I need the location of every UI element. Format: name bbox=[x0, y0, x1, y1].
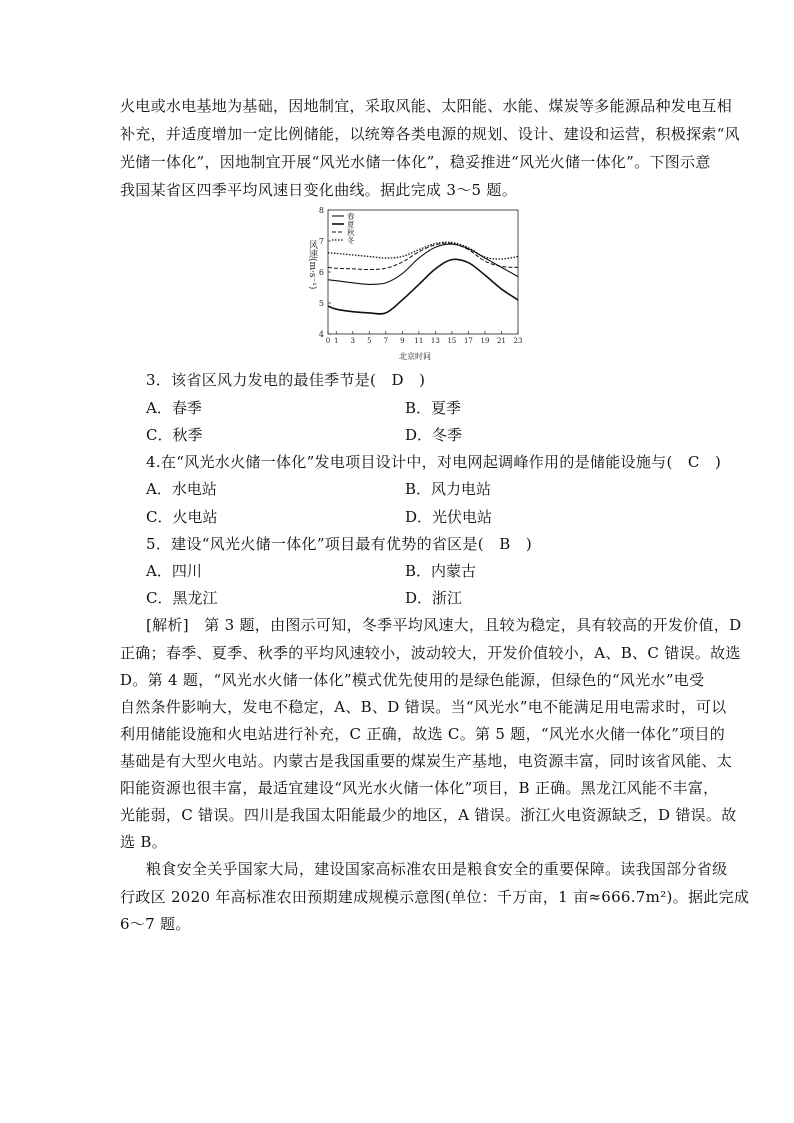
plot-frame bbox=[328, 210, 518, 334]
analysis-line-8: 光能弱，C 错误。四川是我国太阳能最少的地区，A 错误。浙江火电资源缺乏，D 错误。故 bbox=[120, 806, 737, 824]
legend-label: 冬 bbox=[347, 236, 355, 245]
intro-line-3: 光储一体化”，因地制宜开展“风光水储一体化”，稳妥推进“风光火储一体化”。下图示意 bbox=[120, 153, 711, 171]
x-tick-label: 23 bbox=[513, 337, 523, 345]
x-tick-label: 3 bbox=[350, 337, 356, 345]
wind-speed-chart bbox=[300, 202, 530, 362]
q5-option-b: B．内蒙古 bbox=[405, 562, 477, 580]
x-tick-label: 15 bbox=[447, 337, 457, 345]
x-axis-label: 北京时间 bbox=[399, 352, 431, 361]
q3-option-c: C．秋季 bbox=[146, 426, 203, 444]
series-line-4 bbox=[328, 242, 518, 259]
analysis-line-2: 正确；春季、夏季、秋季的平均风速较小，波动较大，开发价值较小，A、B、C 错误。故选 bbox=[120, 644, 741, 662]
next-line-1: 粮食安全关乎国家大局，建设国家高标准农田是粮食安全的重要保障。读我国部分省级 bbox=[146, 860, 728, 878]
intro-line-2: 补充，并适度增加一定比例储能，以统筹各类电源的规划、设计、建设和运营，积极探索“风 bbox=[120, 125, 740, 143]
x-tick-label: 17 bbox=[463, 337, 473, 345]
analysis-line-9: 选 B。 bbox=[120, 833, 167, 851]
y-axis-label: 风速(m·s⁻¹) bbox=[307, 240, 317, 290]
analysis-line-4: 自然条件影响大，发电不稳定，A、B、D 错误。当“风光水”电不能满足用电需求时，可以 bbox=[120, 698, 727, 716]
y-tick-label: 6 bbox=[318, 268, 324, 277]
chart-legend bbox=[332, 211, 355, 245]
x-tick-label: 7 bbox=[383, 337, 389, 345]
next-line-2: 行政区 2020 年高标准农田预期建成规模示意图(单位：千万亩，1 亩≈666.7m²)。据此完成 bbox=[120, 888, 750, 906]
series-line-3 bbox=[328, 243, 518, 269]
q3-option-a: A．春季 bbox=[146, 399, 202, 417]
analysis-line-1: [解析] 第 3 题，由图示可知，冬季平均风速大，且较为稳定，具有较高的开发价值，D bbox=[146, 616, 742, 634]
x-tick-label: 13 bbox=[430, 337, 440, 345]
q4-option-c: C．火电站 bbox=[146, 508, 218, 526]
next-line-3: 6～7 题。 bbox=[120, 915, 191, 933]
q4-option-d: D．光伏电站 bbox=[405, 508, 493, 526]
q4-option-b: B．风力电站 bbox=[405, 480, 492, 498]
analysis-line-7: 阳能资源也很丰富，最适宜建设“风光水火储一体化”项目，B 正确。黑龙江风能不丰富， bbox=[120, 779, 719, 797]
x-tick-label: 5 bbox=[367, 337, 372, 345]
x-tick-label: 19 bbox=[480, 337, 490, 345]
q4-stem: 4.在“风光水火储一体化”发电项目设计中，对电网起调峰作用的是储能设施与( C ) bbox=[146, 453, 722, 471]
x-tick-label: 11 bbox=[414, 337, 424, 345]
chart-series bbox=[328, 242, 518, 314]
intro-line-4: 我国某省区四季平均风速日变化曲线。据此完成 3～5 题。 bbox=[120, 181, 518, 199]
q3-option-b: B．夏季 bbox=[405, 399, 462, 417]
analysis-line-5: 利用储能设施和火电站进行补充，C 正确，故选 C。第 5 题，“风光水火储一体化”项目的 bbox=[120, 725, 726, 743]
q5-option-d: D．浙江 bbox=[405, 589, 463, 607]
q3-option-d: D．冬季 bbox=[405, 426, 463, 444]
q3-stem: 3．该省区风力发电的最佳季节是( D ) bbox=[146, 371, 426, 389]
analysis-line-6: 基础是有大型火电站。内蒙古是我国重要的煤炭生产基地，电资源丰富，同时该省风能、太 bbox=[120, 752, 733, 770]
y-tick-label: 8 bbox=[318, 206, 324, 215]
x-tick-label: 21 bbox=[497, 337, 506, 345]
y-tick-label: 7 bbox=[318, 237, 324, 246]
analysis-line-3: D。第 4 题，“风光水火储一体化”模式优先使用的是绿色能源，但绿色的“风光水”电受 bbox=[120, 671, 705, 689]
y-tick-label: 4 bbox=[318, 330, 324, 339]
x-tick-label: 1 bbox=[334, 337, 339, 345]
x-tick-label: 9 bbox=[400, 337, 405, 345]
x-tick-label: 0 bbox=[325, 337, 331, 345]
legend-label: 夏 bbox=[347, 220, 355, 229]
series-line-2 bbox=[328, 259, 518, 314]
q4-option-a: A．水电站 bbox=[146, 480, 217, 498]
q5-option-c: C．黑龙江 bbox=[146, 589, 218, 607]
legend-label: 春 bbox=[347, 212, 355, 221]
q5-option-a: A．四川 bbox=[146, 562, 202, 580]
intro-line-1: 火电或水电基地为基础，因地制宜，采取风能、太阳能、水能、煤炭等多能源品种发电互相 bbox=[120, 97, 733, 115]
legend-label: 秋 bbox=[347, 228, 355, 237]
y-tick-label: 5 bbox=[318, 299, 324, 308]
q5-stem: 5．建设“风光火储一体化”项目最有优势的省区是( B ) bbox=[146, 535, 533, 553]
